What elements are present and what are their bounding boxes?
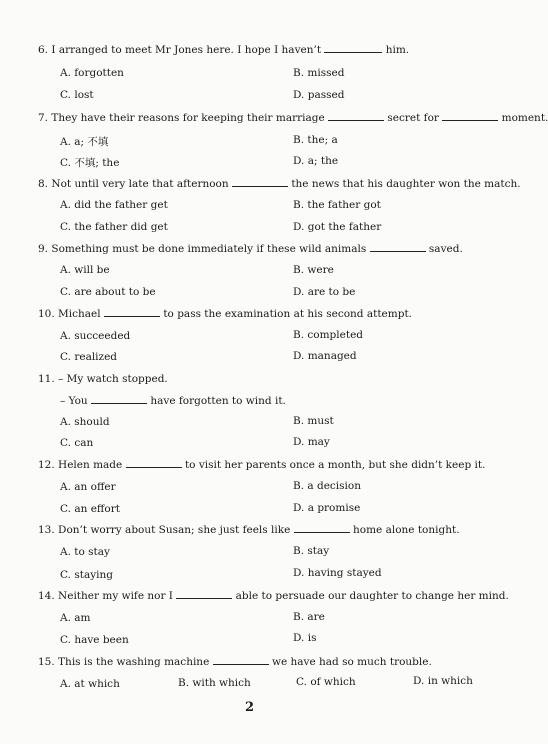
option-d: D. having stayed bbox=[293, 567, 382, 579]
option-c: C. have been bbox=[60, 634, 129, 646]
question-number: 7. bbox=[38, 112, 49, 124]
question-stem-end: we have had so much trouble. bbox=[271, 656, 432, 668]
question-stem-end: to visit her parents once a month, but she didn’t keep it. bbox=[184, 459, 486, 471]
question-9 bbox=[38, 242, 463, 255]
option-a: A. to stay bbox=[60, 546, 110, 558]
question-number: 12. bbox=[38, 459, 55, 471]
question-stem-end: moment. bbox=[501, 112, 548, 124]
option-a: A. am bbox=[60, 612, 91, 624]
question-number: 13. bbox=[38, 524, 55, 536]
option-c: C. lost bbox=[60, 89, 94, 101]
option-d: D. is bbox=[293, 632, 317, 644]
question-10 bbox=[38, 307, 412, 320]
question-stem: They have their reasons for keeping their marriage bbox=[51, 112, 325, 124]
option-b: B. missed bbox=[293, 67, 345, 79]
answer-blank bbox=[213, 655, 269, 665]
question-stem: This is the washing machine bbox=[58, 656, 210, 668]
option-d: D. a; the bbox=[293, 155, 339, 167]
question-11 bbox=[38, 373, 168, 385]
question-stem: – You bbox=[60, 395, 88, 407]
option-c: C. realized bbox=[60, 351, 118, 363]
answer-blank bbox=[294, 523, 350, 533]
question-6 bbox=[38, 43, 409, 56]
question-number: 10. bbox=[38, 308, 55, 320]
page-number: 2 bbox=[244, 700, 255, 715]
answer-blank bbox=[126, 458, 182, 468]
question-stem-mid: secret for bbox=[387, 112, 439, 124]
question-12 bbox=[38, 458, 485, 471]
question-number: 9. bbox=[38, 243, 49, 255]
question-13 bbox=[38, 523, 460, 536]
option-b: B. a decision bbox=[293, 480, 361, 492]
question-15 bbox=[38, 655, 432, 668]
option-d: D. a promise bbox=[293, 502, 361, 514]
answer-blank bbox=[91, 394, 147, 404]
option-b: B. are bbox=[293, 611, 325, 623]
question-number: 6. bbox=[38, 44, 49, 56]
question-stem: Not until very late that afternoon bbox=[51, 178, 229, 190]
option-d: D. managed bbox=[293, 350, 357, 362]
question-stem-end: saved. bbox=[428, 243, 463, 255]
option-c: C. of which bbox=[296, 676, 356, 688]
option-c: C. 不填; the bbox=[60, 157, 120, 169]
question-stem-end: home alone tonight. bbox=[352, 524, 460, 536]
question-8 bbox=[38, 177, 521, 190]
question-stem-end: have forgotten to wind it. bbox=[150, 395, 286, 407]
question-stem: Don’t worry about Susan; she just feels like bbox=[58, 524, 291, 536]
option-b: B. were bbox=[293, 264, 334, 276]
answer-blank bbox=[104, 307, 160, 317]
option-b: B. the father got bbox=[293, 199, 381, 211]
option-c: C. an effort bbox=[60, 503, 120, 515]
question-stem-end: him. bbox=[385, 44, 410, 56]
question-number: 11. bbox=[38, 373, 55, 385]
question-stem: Helen made bbox=[58, 459, 123, 471]
option-d: D. in which bbox=[413, 675, 473, 687]
option-b: B. with which bbox=[178, 677, 251, 689]
option-d: D. got the father bbox=[293, 221, 382, 233]
option-a: A. succeeded bbox=[60, 330, 131, 342]
question-stem: Neither my wife nor I bbox=[58, 590, 173, 602]
option-b: B. must bbox=[293, 415, 334, 427]
answer-blank bbox=[328, 111, 384, 121]
option-d: D. are to be bbox=[293, 286, 356, 298]
option-c: C. can bbox=[60, 437, 94, 449]
answer-blank bbox=[442, 111, 498, 121]
answer-blank bbox=[232, 177, 288, 187]
answer-blank bbox=[370, 242, 426, 252]
question-number: 15. bbox=[38, 656, 55, 668]
option-b: B. the; a bbox=[293, 134, 338, 146]
question-number: 8. bbox=[38, 178, 49, 190]
question-stem-end: the news that his daughter won the match. bbox=[291, 178, 521, 190]
question-stem-end: able to persuade our daughter to change her mind. bbox=[235, 590, 509, 602]
answer-blank bbox=[176, 589, 232, 599]
option-c: C. are about to be bbox=[60, 286, 156, 298]
option-a: A. will be bbox=[60, 264, 110, 276]
option-a: A. an offer bbox=[60, 481, 116, 493]
option-b: B. stay bbox=[293, 545, 330, 557]
option-a: A. at which bbox=[60, 678, 120, 690]
question-number: 14. bbox=[38, 590, 55, 602]
option-a: A. did the father get bbox=[60, 199, 168, 211]
answer-blank bbox=[324, 43, 382, 53]
question-stem: – My watch stopped. bbox=[58, 373, 168, 385]
question-11-line-2 bbox=[60, 394, 286, 407]
option-a: A. forgotten bbox=[60, 67, 124, 79]
option-b: B. completed bbox=[293, 329, 363, 341]
option-c: C. the father did get bbox=[60, 221, 168, 233]
option-d: D. passed bbox=[293, 89, 345, 101]
question-stem-end: to pass the examination at his second attempt. bbox=[163, 308, 413, 320]
question-14 bbox=[38, 589, 509, 602]
option-a: A. should bbox=[60, 416, 110, 428]
question-stem: Michael bbox=[58, 308, 101, 320]
question-stem: Something must be done immediately if these wild animals bbox=[51, 243, 367, 255]
option-a: A. a; 不填 bbox=[60, 136, 109, 148]
option-c: C. staying bbox=[60, 569, 113, 581]
question-stem: I arranged to meet Mr Jones here. I hope I haven’t bbox=[51, 44, 322, 56]
question-7 bbox=[38, 111, 548, 124]
option-d: D. may bbox=[293, 436, 330, 448]
